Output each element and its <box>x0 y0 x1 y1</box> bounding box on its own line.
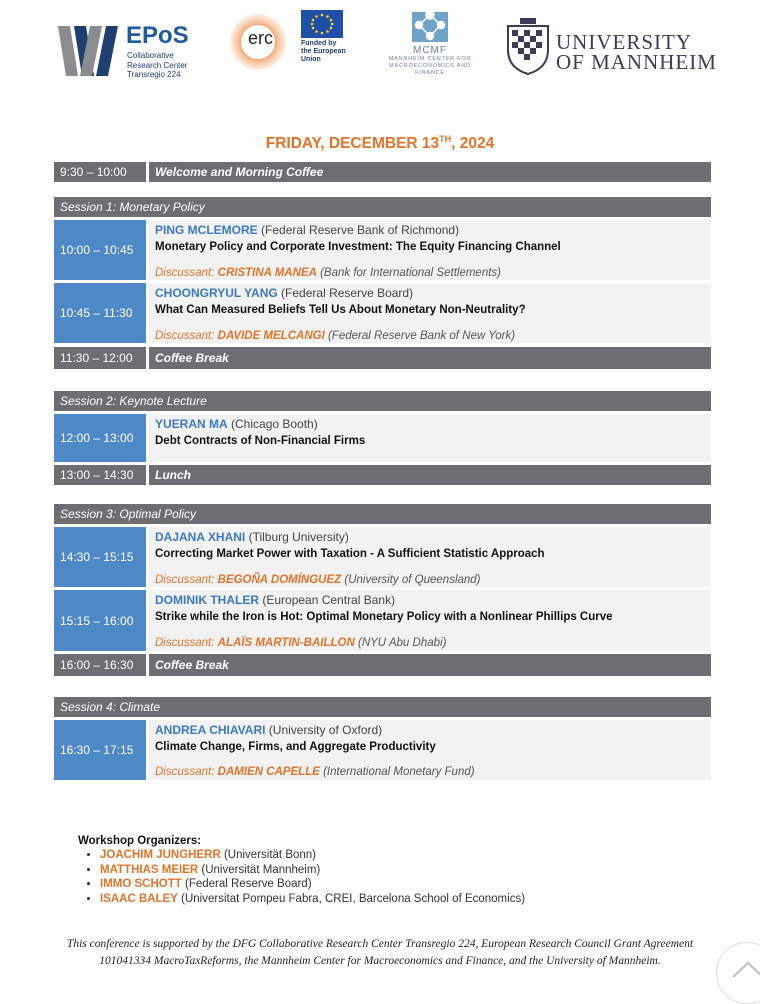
paper-title: Climate Change, Firms, and Aggregate Productivity <box>155 741 436 753</box>
talk-row-2 <box>54 283 711 343</box>
speaker-line <box>155 593 395 607</box>
mcmf-line1: MANNHEIM CENTER FOR <box>388 56 472 62</box>
paper-title: Monetary Policy and Corporate Investment: The Equity Financing Channel <box>155 241 561 253</box>
organizer-affiliation: (Universitat Pompeu Fabra, CREI, Barcelona School of Economics) <box>181 892 526 905</box>
epos-line2: Research Center <box>127 60 188 70</box>
time-cell: 10:00 – 10:45 <box>54 220 146 280</box>
time-cell: 12:00 – 13:00 <box>54 414 146 462</box>
speaker-name: DOMINIK THALER <box>155 593 259 607</box>
discussant-label: Discussant: <box>155 766 215 778</box>
title-date: FRIDAY, DECEMBER 13 <box>265 135 440 153</box>
support-note <box>60 936 700 970</box>
time-cell: 15:15 – 16:00 <box>54 590 146 651</box>
discussant-affiliation: (Bank for International Settlements) <box>320 267 501 279</box>
talk-body <box>149 414 711 462</box>
talk-row-3 <box>54 414 711 462</box>
eu-line1: Funded by <box>301 40 337 47</box>
schedule-row-coffee-2 <box>54 654 711 676</box>
speaker-affiliation: (Chicago Booth) <box>231 417 318 431</box>
session-header-3: Session 3: Optimal Policy <box>54 504 711 524</box>
discussant-label: Discussant: <box>155 637 215 649</box>
time-cell: 9:30 – 10:00 <box>54 162 146 182</box>
break-label: Coffee Break <box>149 654 711 676</box>
time-cell: 11:30 – 12:00 <box>54 347 146 369</box>
discussant-line <box>155 330 515 342</box>
discussant-affiliation: (University of Queensland) <box>344 574 481 586</box>
schedule-row-welcome <box>54 162 711 182</box>
discussant-line <box>155 267 501 279</box>
paper-title: What Can Measured Beliefs Tell Us About Monetary Non-Neutrality? <box>155 304 526 316</box>
organizer-affiliation: (Universität Mannheim) <box>201 863 321 876</box>
discussant-line <box>155 637 446 649</box>
discussant-line <box>155 574 481 586</box>
epos-name: EPoS <box>126 22 189 49</box>
support-note-line1: This conference is supported by the DFG Collaborative Research Center Transregio 224, European Research Council Grant Agreement <box>66 938 694 950</box>
time-cell: 10:45 – 11:30 <box>54 283 146 343</box>
schedule-row-lunch <box>54 465 711 485</box>
organizer-name: IMMO SCHOTT <box>100 878 182 890</box>
talk-body <box>149 220 711 280</box>
organizer-item <box>100 892 525 907</box>
speaker-line <box>155 223 459 237</box>
paper-title: Strike while the Iron is Hot: Optimal Monetary Policy with a Nonlinear Phillips Curve <box>155 611 613 623</box>
talk-body <box>149 590 711 651</box>
speaker-line <box>155 723 382 737</box>
break-label: Welcome and Morning Coffee <box>149 162 711 182</box>
speaker-line <box>155 530 349 544</box>
discussant-name: ALAÏS MARTIN-BAILLON <box>217 637 355 649</box>
eu-line3: Union <box>301 56 321 63</box>
organizer-item <box>100 848 525 863</box>
discussant-line <box>155 766 475 778</box>
title-year: , 2024 <box>451 135 495 153</box>
title-sup: TH <box>439 134 452 144</box>
speaker-line <box>155 417 318 431</box>
epos-line3: Transregio 224 <box>127 70 181 79</box>
paper-title: Debt Contracts of Non-Financial Firms <box>155 435 366 447</box>
speaker-affiliation: (University of Oxford) <box>268 723 383 737</box>
epos-line1: Collaborative <box>127 51 174 60</box>
organizers-section <box>78 835 525 906</box>
speaker-name: YUERAN MA <box>155 417 228 431</box>
organizer-affiliation: (Federal Reserve Board) <box>184 878 312 890</box>
talk-row-1 <box>54 220 711 280</box>
erc-name: erc <box>248 28 274 48</box>
discussant-label: Discussant: <box>155 330 215 342</box>
speaker-affiliation: (Federal Reserve Bank of Richmond) <box>261 223 460 237</box>
time-cell: 13:00 – 14:30 <box>54 465 146 485</box>
organizer-affiliation: (Universität Bonn) <box>223 849 317 861</box>
organizer-name: JOACHIM JUNGHERR <box>100 849 221 861</box>
speaker-name: CHOONGRYUL YANG <box>155 286 278 300</box>
talk-row-6 <box>54 720 711 780</box>
discussant-name: DAVIDE MELCANGI <box>217 330 325 342</box>
paper-title: Correcting Market Power with Taxation - A Sufficient Statistic Approach <box>155 548 545 560</box>
talk-row-5 <box>54 590 711 651</box>
schedule-row-coffee-1 <box>54 347 711 369</box>
session-header-1: Session 1: Monetary Policy <box>54 197 711 217</box>
mcmf-name: MCMF <box>413 45 447 56</box>
organizer-name: ISAAC BALEY <box>100 892 178 905</box>
organizer-item <box>100 877 525 892</box>
session-header-4: Session 4: Climate <box>54 697 711 717</box>
talk-body <box>149 527 711 587</box>
talk-body <box>149 720 711 780</box>
support-note-line2: 101041334 MacroTaxReforms, the Mannheim Center for Macroeconomics and Finance, and the University of Mannheim. <box>99 955 661 967</box>
discussant-affiliation: (NYU Abu Dhabi) <box>357 637 447 649</box>
discussant-name: BEGOÑA DOMÍNGUEZ <box>217 574 342 586</box>
mcmf-line2: MACROECONOMICS AND FINANCE <box>389 63 471 76</box>
organizer-name: MATTHIAS MEIER <box>100 863 199 876</box>
discussant-label: Discussant: <box>155 267 215 279</box>
discussant-affiliation: (Federal Reserve Bank of New York) <box>327 330 516 342</box>
session-header-2: Session 2: Keynote Lecture <box>54 391 711 411</box>
discussant-name: DAMIEN CAPELLE <box>217 766 320 778</box>
chevron-up-icon <box>731 959 760 979</box>
discussant-label: Discussant: <box>155 574 215 586</box>
break-label: Lunch <box>149 465 711 485</box>
eu-line2: the European <box>301 48 346 55</box>
discussant-name: CRISTINA MANEA <box>217 267 317 279</box>
break-label: Coffee Break <box>149 347 711 369</box>
time-cell: 16:30 – 17:15 <box>54 720 146 780</box>
university-line1: UNIVERSITY <box>556 30 692 54</box>
talk-row-4 <box>54 527 711 587</box>
scroll-up-button[interactable] <box>716 942 760 1004</box>
organizer-item <box>100 863 525 878</box>
speaker-affiliation: (Tilburg University) <box>248 530 349 544</box>
time-cell: 14:30 – 15:15 <box>54 527 146 587</box>
speaker-affiliation: (European Central Bank) <box>262 593 396 607</box>
university-line2: OF MANNHEIM <box>556 50 717 74</box>
time-cell: 16:00 – 16:30 <box>54 654 146 676</box>
organizers-heading: Workshop Organizers: <box>78 835 202 847</box>
speaker-name: DAJANA XHANI <box>155 530 246 544</box>
speaker-line <box>155 286 413 300</box>
speaker-name: ANDREA CHIAVARI <box>155 723 266 737</box>
speaker-name: PING MCLEMORE <box>155 223 258 237</box>
organizers-list <box>78 848 525 906</box>
speaker-affiliation: (Federal Reserve Board) <box>281 286 414 300</box>
talk-body <box>149 283 711 343</box>
discussant-affiliation: (International Monetary Fund) <box>323 766 475 778</box>
